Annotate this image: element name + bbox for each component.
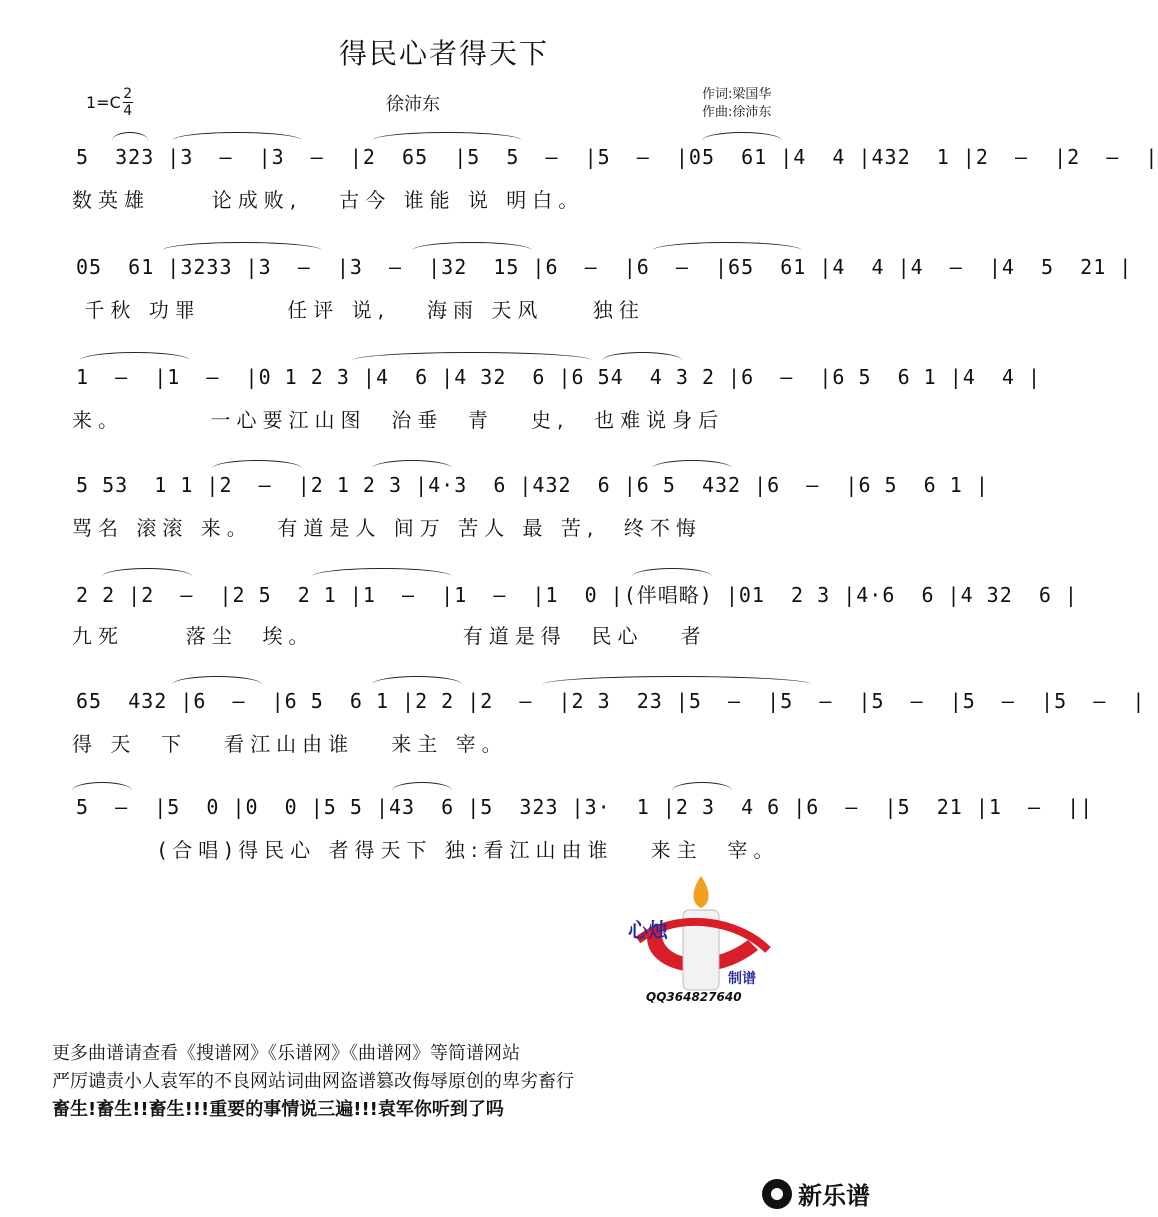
score-notes: 2 2 |2 – |2 5 2 1 |1 – |1 – |1 0 |(伴唱略) |01 2 3 |4·6 6 |4 32 6 | — [76, 582, 1078, 607]
slur-mark — [352, 352, 592, 369]
tie-mark — [312, 568, 452, 585]
tie-mark — [172, 676, 262, 693]
tie-mark — [602, 352, 682, 369]
tie-mark — [542, 676, 812, 693]
composer-name: 徐沛东 — [732, 105, 772, 120]
score-notes: 1 – |1 – |0 1 2 3 |4 6 |4 32 6 |6 54 4 3 2 |6 – |6 5 6 1 |4 4 | — [76, 365, 1042, 389]
composer-row — [702, 104, 771, 122]
slur-mark — [672, 782, 732, 799]
key-signature — [86, 86, 133, 119]
slur-mark — [112, 132, 148, 149]
tie-mark — [412, 242, 532, 259]
slur-mark — [632, 568, 712, 585]
composer-center: 徐沛东 — [386, 94, 440, 115]
score-lyrics: 九死 落尘 埃。 有道是得 民心 者 — [72, 624, 707, 648]
lyricist-label: 作词: — [702, 87, 733, 102]
score-notes: 5 323 |3 – |3 – |2 65 |5 5 – |5 – |05 61 |4 4 |432 1 |2 – |2 – | — [76, 145, 1158, 169]
composer-label: 作曲: — [702, 105, 733, 120]
score-lyrics: 数英雄 论成败, 古今 谁能 说 明白。 — [72, 188, 585, 212]
score-system-4 — [72, 468, 989, 541]
score-notes: 5 – |5 0 |0 0 |5 5 |43 6 |5 323 |3· 1 |2 3 4 6 |6 – |5 21 |1 – || — [76, 795, 1094, 819]
logo-text-right: 制谱 — [728, 971, 756, 987]
score-notes: 65 432 |6 – |6 5 6 1 |2 2 |2 – |2 3 23 |5 – |5 – |5 – |5 – |5 – | — [76, 689, 1146, 713]
tie-mark — [172, 132, 302, 149]
score-notes: 5 53 1 1 |2 – |2 1 2 3 |4·3 6 |432 6 |6 5 432 |6 – |6 5 6 1 | — [76, 473, 989, 497]
brand-watermark — [762, 1176, 870, 1211]
notice-block — [52, 1040, 574, 1124]
tie-mark — [372, 676, 462, 693]
score-system-2 — [72, 250, 1133, 323]
logo-qq: QQ364827640 — [646, 990, 742, 1004]
time-signature — [123, 86, 133, 119]
tie-mark — [372, 132, 522, 149]
key-text: 1=C — [86, 93, 121, 112]
tie-mark — [162, 242, 322, 259]
tie-mark — [652, 242, 802, 259]
notice-line-2: 严厉谴责小人袁军的不良网站词曲网盗谱篡改侮辱原创的卑劣畜行 — [52, 1071, 574, 1092]
notice-line-3: 畜生!畜生!!畜生!!!重要的事情说三遍!!!袁军你听到了吗 — [52, 1099, 504, 1120]
time-bottom: 4 — [123, 103, 133, 119]
record-icon — [762, 1179, 792, 1209]
lyricist-name: 梁国华 — [732, 87, 772, 102]
notice-line-1: 更多曲谱请查看《搜谱网》《乐谱网》《曲谱网》等简谱网站 — [52, 1043, 520, 1064]
tie-mark — [212, 460, 302, 477]
slur-mark — [372, 460, 452, 477]
tie-mark — [80, 352, 190, 369]
page-title: 得民心者得天下 — [338, 37, 549, 70]
brand-name: 新乐谱 — [798, 1182, 870, 1210]
score-lyrics: 千秋 功罪 任评 说, 海雨 天风 独往 — [72, 298, 645, 322]
score-system-6 — [72, 684, 1146, 757]
candle-logo — [628, 870, 778, 1010]
score-lyrics: (合唱)得民心 者得天下 独:看江山由谁 来主 宰。 — [72, 838, 780, 862]
score-lyrics: 骂名 滚滚 来。 有道是人 间万 苦人 最 苦, 终不悔 — [72, 516, 702, 540]
tie-mark — [72, 782, 132, 799]
slur-mark — [392, 782, 452, 799]
logo-text-left: 心烛 — [628, 918, 668, 942]
tie-mark — [702, 132, 782, 149]
score-system-3 — [72, 360, 1042, 433]
score-lyrics: 来。 一心要江山图 治垂 青 史, 也难说身后 — [72, 408, 725, 432]
score-notes: 05 61 |3233 |3 – |3 – |32 15 |6 – |6 – |65 61 |4 4 |4 – |4 5 21 | — [76, 255, 1133, 279]
score-system-5 — [72, 576, 1078, 649]
lyricist-row — [702, 86, 771, 104]
score-system-1 — [72, 140, 1158, 213]
tie-mark — [652, 460, 732, 477]
credits — [702, 86, 771, 122]
tie-mark — [102, 568, 192, 585]
score-lyrics: 得 天 下 看江山由谁 来主 宰。 — [72, 732, 508, 756]
time-top: 2 — [123, 86, 133, 102]
score-system-7 — [72, 790, 1094, 863]
